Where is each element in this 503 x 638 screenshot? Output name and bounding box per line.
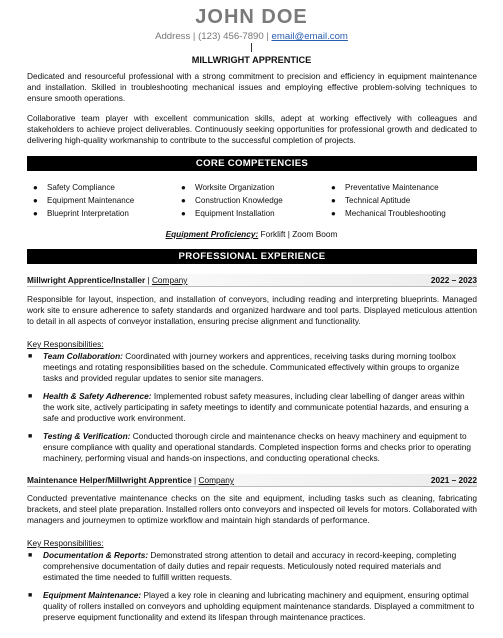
square-bullet-icon: ■ — [28, 353, 33, 360]
proficiency-label: Equipment Proficiency: — [165, 229, 259, 239]
responsibility-item: ■ Documentation & Reports: Demonstrated strong attention to detail and accuracy in record-keeping, completing comprehensive documentation of daily duties and repair requests. Meticulously noted required materials and estimated the time needed to fulfill written requests. — [28, 550, 457, 582]
phone: (123) 456-7890 — [198, 31, 264, 42]
competency-item: ● Preventative Maintenance — [331, 183, 439, 192]
competency-item: ● Construction Knowledge — [181, 196, 283, 205]
square-bullet-icon: ■ — [28, 552, 33, 559]
bullet-icon: ● — [331, 196, 336, 205]
job-dates-1: 2022 – 2023 — [430, 275, 477, 285]
job-description-1: Responsible for layout, inspection, and installation of conveyors, including reading and interpreting blueprints. Managed work site to ensure adherence to safety standards and organized hardware and tool parts. Displayed meticulous attention to detail in all aspects of conveyor installation, ensuring precise alignment and functionality. — [27, 294, 477, 326]
summary-paragraph-2: Collaborative team player with excellent communication skills, adept at working effectively with colleagues and stakeholders to achieve project deliverables. Continuously seeking opportunities for professional growth and dedicated to delivering high-quality workmanship to contribute to the successful completion of projects. — [27, 113, 477, 145]
job-header-2: Maintenance Helper/Millwright Apprentice | Company 2021 – 2022 — [27, 475, 477, 485]
key-responsibilities-label-2: Key Responsibilities: — [27, 538, 104, 548]
proficiency-value: Forklift | Zoom Boom — [258, 229, 338, 239]
job-dates-2: 2021 – 2022 — [430, 475, 477, 485]
bullet-icon: ● — [331, 209, 336, 218]
company-link-2[interactable]: Company — [198, 475, 235, 485]
equipment-proficiency — [0, 229, 503, 240]
candidate-name: JOHN DOE — [195, 6, 308, 28]
bullet-icon: ● — [331, 183, 336, 192]
responsibility-item: ■ Equipment Maintenance: Played a key role in cleaning and lubricating machinery and equipment, ensuring optimal quality of rollers installed on conveyors and upholding equipment maintenance standards. Displayed a commitment to preserve equipment functionality and extend its lifespan through maintenance practices. — [28, 590, 475, 622]
bullet-icon: ● — [33, 183, 38, 192]
responsibility-item: ■ Team Collaboration: Coordinated with journey workers and apprentices, receiving tasks during morning toolbox meetings and rotating responsibilities based on the schedule. Communicated effectively within groups to organize tasks and provided regular updates to senior site managers. — [28, 351, 460, 383]
header-divider — [251, 43, 252, 52]
address: Address — [155, 31, 191, 42]
competencies-column-3 — [329, 181, 446, 220]
core-competencies-heading: CORE COMPETENCIES — [27, 156, 477, 171]
competency-item: ● Technical Aptitude — [331, 196, 411, 205]
summary-paragraph-1: Dedicated and resourceful professional with a strong commitment to precision and efficiency in equipment maintenance and installation. Skilled in troubleshooting mechanical issues and employing effective problem-solving techniques to ensure smooth operations. — [27, 71, 477, 103]
bullet-icon: ● — [181, 183, 186, 192]
company-link-1[interactable]: Company — [151, 275, 188, 285]
bullet-icon: ● — [33, 196, 38, 205]
job-title: MILLWRIGHT APPRENTICE — [191, 55, 312, 65]
competency-item: ● Worksite Organization — [181, 183, 275, 192]
key-responsibilities-label-1: Key Responsibilities: — [27, 339, 104, 349]
square-bullet-icon: ■ — [28, 433, 33, 440]
competency-item: ● Blueprint Interpretation — [33, 209, 129, 218]
competency-item: ● Equipment Installation — [181, 209, 275, 218]
competencies-column-2 — [179, 181, 283, 220]
professional-experience-heading: PROFESSIONAL EXPERIENCE — [27, 249, 477, 264]
bullet-icon: ● — [181, 196, 186, 205]
bullet-icon: ● — [181, 209, 186, 218]
competency-item: ● Safety Compliance — [33, 183, 115, 192]
competency-item: ● Mechanical Troubleshooting — [331, 209, 446, 218]
job-title-2: Maintenance Helper/Millwright Apprentice — [27, 475, 192, 485]
job-title-1: Millwright Apprentice/Installer — [27, 275, 146, 285]
responsibility-item: ■ Health & Safety Adherence: Implemented robust safety measures, including clear labelling of danger areas within the work site, actively participating in safety meetings to identify and communicate potential hazards, and ensuring a safe and productive work environment. — [28, 391, 469, 423]
square-bullet-icon: ■ — [28, 393, 33, 400]
competencies-column-1 — [31, 181, 134, 220]
email-link[interactable]: email@email.com — [271, 31, 348, 42]
square-bullet-icon: ■ — [28, 592, 33, 599]
competency-item: ● Equipment Maintenance — [33, 196, 135, 205]
responsibility-item: ■ Testing & Verification: Conducted thorough circle and maintenance checks on heavy machinery and equipment to ensure compliance with quality and operational standards. Completed inspection forms and checks prior to operating machinery, performing visual and hands-on inspections, and conducting operational checks. — [28, 431, 471, 463]
bullet-icon: ● — [33, 209, 38, 218]
job-description-2: Conducted preventative maintenance checks on the site and equipment, including tasks such as cleaning, fabricating brackets, and steel plate preparation. Installed rollers onto conveyors and inspected oil levels for motors. Collaborated with managers and journeymen to optimize workflow and maintain high standards of performance. — [27, 493, 477, 525]
contact-line: Address | (123) 456-7890 | email@email.com — [155, 31, 348, 42]
job-header-1: Millwright Apprentice/Installer | Company 2022 – 2023 — [27, 275, 477, 285]
